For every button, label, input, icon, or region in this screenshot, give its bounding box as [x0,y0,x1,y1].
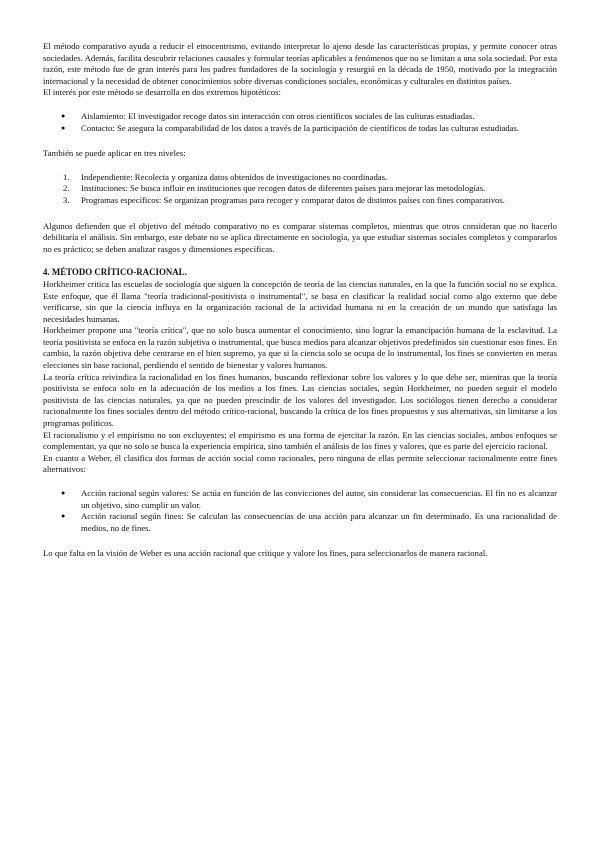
weber-paragraph: En cuanto a Weber, él clasifica dos formas de acción social como racionales, pero ninguna de ellas permite seleccionar racionalmente entre fines alternativos: [43,452,557,475]
horkheimer-paragraph-2: Horkheimer propone una "teoría crítica", que no solo busca aumentar el conocimiento, sino lograr la emancipación humana de la esclavitud. La teoría positivista se enfoca en la razón subjetiva o instrumental, que busca medios para alcanzar objetivos predefinidos sin cuestionar esos fines. En cambio, la razón objetiva debe centrarse en el bien supremo, ya que si la ciencia solo se ocupa de lo instrumental, los fines se convierten en meras elecciones sin base racional, perdiendo el sentido de bienestar y valores humanos. [43,325,557,371]
bullet-icon: ● [61,111,66,120]
intro-paragraph: El método comparativo ayuda a reducir el etnocentrismo, evitando interpretar lo ajeno desde las características propias, y permite conocer otras sociedades. Además, facilita descubrir relaciones causales y formular teorías aplicables a fenómenos que no se limitan a una sola sociedad. Por esta razón, este método fue de gran interés para los padres fundadores de la sociología y resurgió en la década de 1950, motivado por la integración internacional y la necesidad de obtener conocimientos sobre diversas condiciones sociales, económicas y culturales en distintos países. [43,41,557,86]
list-item: ● Contacto: Se asegura la comparabilidad de los datos a través de la participación de científicos de todas las culturas estudiadas. [61,122,520,133]
list-item: 2. Instituciones: Se busca influir en instituciones que recogen datos de diferentes países para mejorar las metodologías. [63,183,486,194]
document-page [43,41,557,560]
extremos-list [43,111,557,134]
list-item: ● Aislamiento: El investigador recoge datos sin interacción con otros científicos sociales de las culturas estudiadas. [61,110,475,121]
bullet-icon: ● [61,512,66,521]
teoria-critica-paragraph: La teoría crítica reivindica la racionalidad en los fines humanos, buscando reflexionar sobre los valores y lo que debe ser, mientras que la teoría positivista se enfoca solo en la adecuación de los medios a los fines. Las ciencias sociales, según Horkheimer, no pueden seguir el modelo positivista de las ciencias naturales, ya que no pueden prescindir de los valores del investigador. Los sociólogos tienen derecho a considerar racionalmente los fines sociales dentro del método crítico-racional, buscando la crítica de los fines propuestos y sus alternativas, sin limitarse a los programas políticos. [43,371,557,429]
racionalismo-paragraph: El racionalismo y el empirismo no son excluyentes; el empirismo es una forma de ejercitar la razón. En las ciencias sociales, ambos enfoques se complementan, ya que no solo se busca la experiencia empírica, sino también el análisis de los fines y valores, que es parte del ejercicio racional. [43,429,557,452]
bullet-icon: ● [61,123,66,132]
bullet-icon: ● [61,489,66,497]
conclusion-paragraph: Lo que falta en la visión de Weber es una acción racional que critique y valore los fines, para seleccionarlos de manera racional. [43,548,488,559]
horkheimer-paragraph-1: Horkheimer critica las escuelas de sociología que siguen la concepción de teoría de las ciencias naturales, en la que la función social no se explica. Este enfoque, que él llama "teoría tradicional-positivista o instrumental", se basa en clasificar la realidad social como algo externo que debe verificarse, sin que la ciencia influya en la organización racional de la actividad humana ni en la creación de un mundo que satisfaga las necesidades humanas. [43,278,557,324]
niveles-list [43,172,557,207]
list-item: 3. Programas específicos: Se organizan programas para recoger y comparar datos de distintos países con fines comparativos. [63,194,505,205]
list-item: ● Acción racional según fines: Se calculan las consecuencias de una acción para alcanzar un fin determinado. Es una racionalidad de medios, no de fines. [61,511,557,533]
debate-paragraph: Algunos defienden que el objetivo del método comparativo no es comparar sistemas completos, mientras que otros consideran que no hacerlo debilitaría el análisis. Sin embargo, este debate no se aplica directamente en sociología, ya que estudiar sistemas sociales completos y compararlos no es práctico; se deben analizar rasgos y dimensiones específicas. [43,220,557,254]
acciones-list [43,488,557,534]
section-heading: 4. MÉTODO CRÍTICO-RACIONAL. [43,267,187,278]
list-item: ● Acción racional según valores: Se actúa en función de las convicciones del autor, sin considerar las consecuencias. El fin no es alcanzar un objetivo, sino cumplir un valor. [61,488,557,510]
extremos-intro: El interés por este método se desarrolla en dos extremos hipotéticos: [43,87,281,98]
niveles-intro: También se puede aplicar en tres niveles: [43,148,186,159]
list-item: 1. Independiente: Recolecta y organiza datos obtenidos de investigaciones no coordinadas. [63,171,388,182]
